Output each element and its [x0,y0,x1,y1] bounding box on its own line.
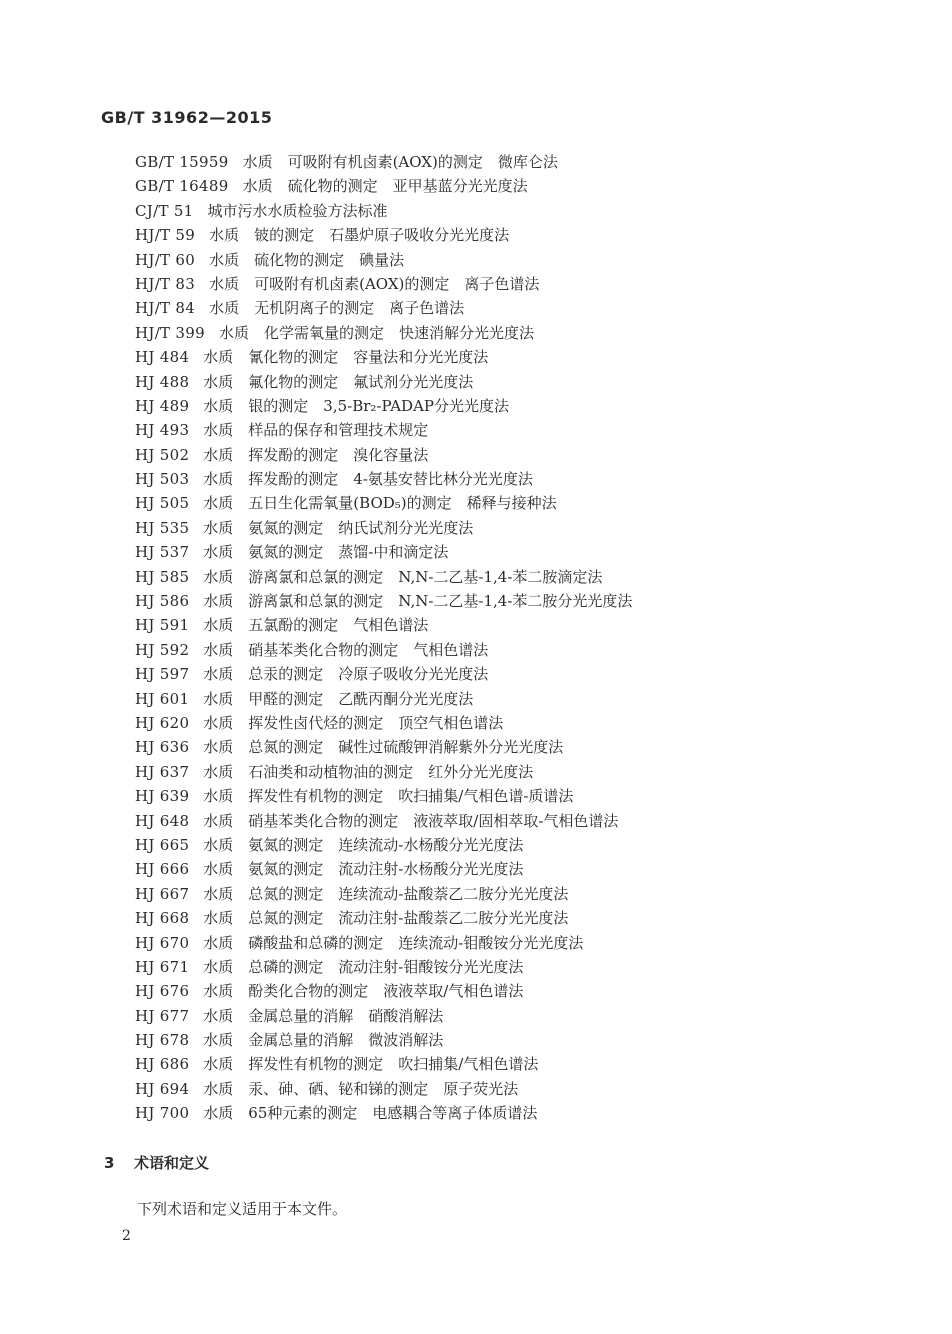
reference-title: 水质 硫化物的测定 亚甲基蓝分光光度法 [242,177,528,196]
reference-item [135,931,632,955]
reference-item [135,784,632,808]
reference-code: HJ 586 [135,592,190,611]
reference-item [135,857,632,881]
reference-title: 水质 可吸附有机卤素(AOX)的测定 微库仑法 [242,153,558,171]
reference-code: HJ 648 [135,811,190,830]
reference-code: HJ/T 399 [135,323,205,342]
reference-item [135,516,632,540]
reference-code: HJ 686 [135,1055,190,1074]
reference-item [135,370,632,394]
document-code-header: GB/T 31962—2015 [101,108,273,127]
reference-code: HJ 597 [135,665,190,684]
reference-code: HJ 677 [135,1006,190,1025]
reference-title: 水质 氨氮的测定 流动注射-水杨酸分光光度法 [203,860,524,879]
reference-item [135,296,632,320]
reference-title: 水质 样品的保存和管理技术规定 [203,421,429,440]
reference-title: 水质 氨氮的测定 纳氏试剂分光光度法 [203,518,474,537]
reference-code: HJ 503 [135,470,190,489]
reference-item [135,1052,632,1076]
reference-title: 水质 总氮的测定 碱性过硫酸钾消解紫外分光光度法 [203,738,564,757]
reference-title: 水质 游离氯和总氯的测定 N,N-二乙基-1,4-苯二胺分光光度法 [203,592,633,611]
reference-item [135,540,632,564]
reference-code: HJ 637 [135,762,190,781]
reference-code: HJ/T 83 [135,274,196,293]
reference-title: 水质 挥发性卤代烃的测定 顶空气相色谱法 [203,713,504,732]
reference-code: HJ 484 [135,348,190,367]
section-paragraph: 下列术语和定义适用于本文件。 [137,1200,348,1218]
reference-item [135,150,632,174]
reference-item [135,174,632,198]
reference-item [135,760,632,784]
reference-title: 水质 化学需氧量的测定 快速消解分光光度法 [218,323,534,342]
reference-item [135,394,632,418]
reference-title: 水质 总磷的测定 流动注射-钼酸铵分光光度法 [203,957,524,976]
reference-title: 水质 金属总量的消解 硝酸消解法 [203,1006,444,1025]
reference-title: 水质 石油类和动植物油的测定 红外分光光度法 [203,762,534,781]
reference-title: 水质 可吸附有机卤素(AOX)的测定 离子色谱法 [209,274,540,293]
reference-item [135,418,632,442]
reference-code: HJ 671 [135,957,190,976]
reference-code: HJ 601 [135,689,190,708]
reference-title: 水质 甲醛的测定 乙酰丙酮分光光度法 [203,689,474,708]
reference-title: 水质 挥发性有机物的测定 吹扫捕集/气相色谱-质谱法 [203,787,574,806]
reference-title: 水质 酚类化合物的测定 液液萃取/气相色谱法 [203,982,524,1001]
reference-code: HJ 489 [135,396,190,415]
reference-item [135,906,632,930]
reference-code: HJ 502 [135,445,190,464]
reference-item [135,467,632,491]
reference-code: GB/T 15959 [135,153,229,171]
reference-title: 水质 硫化物的测定 碘量法 [209,250,405,269]
reference-code: HJ 488 [135,372,190,391]
reference-item [135,687,632,711]
reference-code: HJ 636 [135,738,190,757]
reference-item [135,735,632,759]
reference-title: 水质 挥发酚的测定 4-氨基安替比林分光光度法 [203,470,533,489]
reference-code: HJ 639 [135,787,190,806]
reference-item [135,565,632,589]
reference-title: 水质 无机阴离子的测定 离子色谱法 [209,299,465,318]
reference-code: HJ 667 [135,884,190,903]
reference-code: HJ 678 [135,1031,190,1050]
reference-item [135,1101,632,1125]
reference-code: HJ 665 [135,835,190,854]
reference-code: HJ 620 [135,713,190,732]
reference-title: 水质 五氯酚的测定 气相色谱法 [203,616,429,635]
reference-item [135,1004,632,1028]
reference-title: 水质 氰化物的测定 容量法和分光光度法 [203,348,489,367]
reference-item [135,955,632,979]
section-number: 3 [104,1154,115,1172]
reference-code: HJ 537 [135,543,190,562]
reference-item [135,199,632,223]
reference-item [135,1028,632,1052]
reference-title: 水质 硝基苯类化合物的测定 气相色谱法 [203,640,489,659]
reference-title: 水质 挥发性有机物的测定 吹扫捕集/气相色谱法 [203,1055,539,1074]
reference-code: GB/T 16489 [135,177,229,196]
normative-references-list [135,150,632,1126]
reference-title: 水质 磷酸盐和总磷的测定 连续流动-钼酸铵分光光度法 [203,933,584,952]
reference-item [135,443,632,467]
reference-code: HJ/T 84 [135,299,196,318]
reference-title: 水质 氟化物的测定 氟试剂分光光度法 [203,372,474,391]
reference-title: 水质 氨氮的测定 蒸馏-中和滴定法 [203,543,449,562]
reference-code: HJ 585 [135,567,190,586]
reference-item [135,321,632,345]
reference-title: 水质 总汞的测定 冷原子吸收分光光度法 [203,665,489,684]
page-number: 2 [122,1228,131,1244]
section-heading [104,1152,209,1173]
reference-title: 水质 65种元素的测定 电感耦合等离子体质谱法 [203,1104,538,1123]
reference-item [135,662,632,686]
reference-code: HJ/T 59 [135,226,196,245]
reference-title: 水质 氨氮的测定 连续流动-水杨酸分光光度法 [203,835,524,854]
reference-item [135,833,632,857]
section-title: 术语和定义 [134,1154,210,1172]
reference-title: 水质 金属总量的消解 微波消解法 [203,1031,444,1050]
reference-title: 水质 银的测定 3,5-Br₂-PADAP分光光度法 [203,396,509,415]
reference-item [135,1077,632,1101]
reference-title: 水质 铍的测定 石墨炉原子吸收分光光度法 [209,226,510,245]
reference-title: 水质 总氮的测定 流动注射-盐酸萘乙二胺分光光度法 [203,909,569,928]
reference-title: 水质 挥发酚的测定 溴化容量法 [203,445,429,464]
reference-code: HJ 700 [135,1104,190,1123]
reference-code: HJ 666 [135,860,190,879]
reference-code: HJ 592 [135,640,190,659]
reference-item [135,491,632,515]
reference-code: CJ/T 51 [135,201,194,220]
reference-code: HJ 505 [135,494,190,513]
reference-title: 城市污水水质检验方法标准 [207,201,388,220]
reference-item [135,613,632,637]
reference-item [135,223,632,247]
reference-code: HJ 535 [135,518,190,537]
reference-code: HJ 670 [135,933,190,952]
reference-item [135,882,632,906]
reference-code: HJ 493 [135,421,190,440]
reference-item [135,638,632,662]
reference-code: HJ/T 60 [135,250,196,269]
reference-code: HJ 591 [135,616,190,635]
reference-title: 水质 硝基苯类化合物的测定 液液萃取/固相萃取-气相色谱法 [203,811,619,830]
reference-item [135,979,632,1003]
reference-item [135,272,632,296]
reference-item [135,589,632,613]
reference-title: 水质 汞、砷、硒、铋和锑的测定 原子荧光法 [203,1079,519,1098]
reference-title: 水质 总氮的测定 连续流动-盐酸萘乙二胺分光光度法 [203,884,569,903]
reference-item [135,809,632,833]
reference-title: 水质 游离氯和总氯的测定 N,N-二乙基-1,4-苯二胺滴定法 [203,567,603,586]
reference-title: 水质 五日生化需氧量(BOD₅)的测定 稀释与接种法 [203,494,557,513]
reference-code: HJ 668 [135,909,190,928]
reference-code: HJ 694 [135,1079,190,1098]
reference-item [135,248,632,272]
reference-item [135,345,632,369]
reference-code: HJ 676 [135,982,190,1001]
reference-item [135,711,632,735]
